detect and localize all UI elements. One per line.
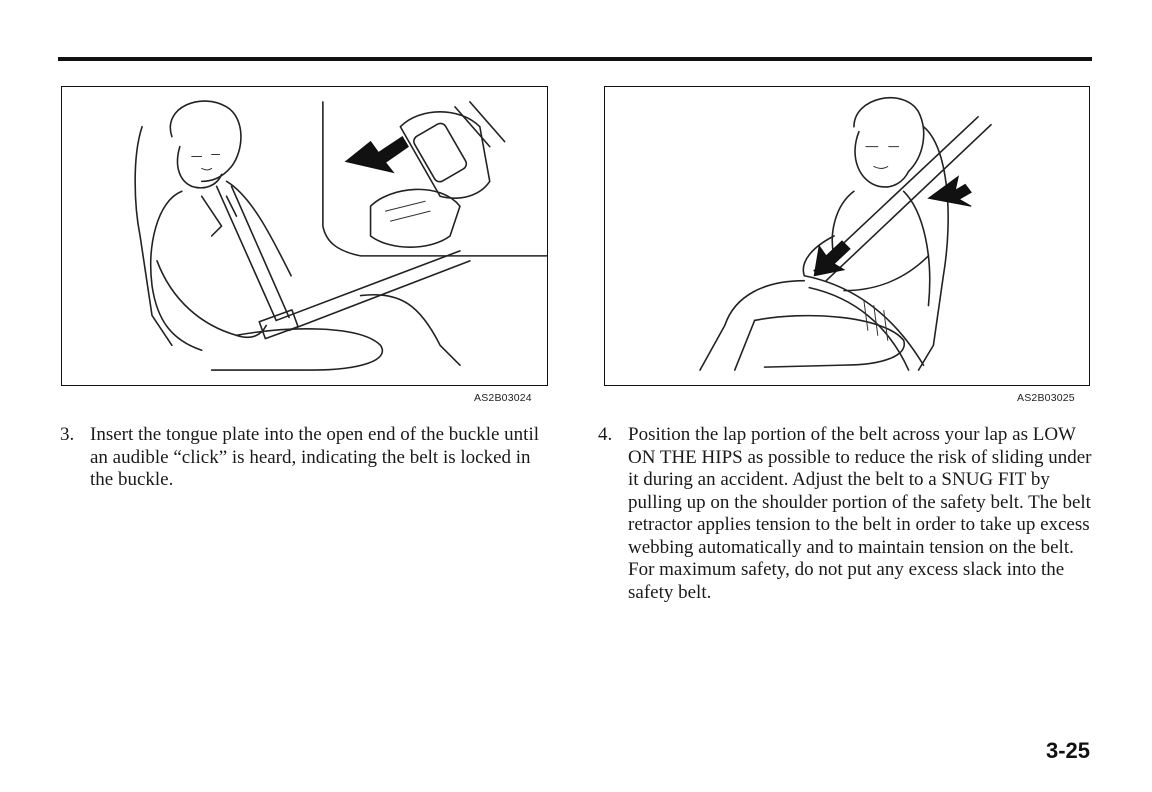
step-text: Insert the tongue plate into the open end of the buckle until an audible “click” is heard, indicating the belt is locked in the buckle. [90, 424, 540, 490]
step-number: 4. [598, 424, 613, 445]
pull-up-arrow-icon [928, 176, 971, 206]
step-3 [60, 424, 540, 492]
figure-position-lap-belt [604, 86, 1090, 386]
buckle-detail-inset [62, 87, 547, 385]
top-rule [58, 57, 1092, 61]
step-4 [598, 424, 1098, 604]
step-number: 3. [60, 424, 75, 445]
figure-insert-tongue-plate [61, 86, 548, 386]
insert-arrow-icon [346, 137, 409, 173]
page-number: 3-25 [1045, 738, 1090, 763]
figure-code: AS2B03025 [1017, 392, 1075, 404]
figure-code: AS2B03024 [474, 392, 532, 404]
belt-arrows [605, 87, 1089, 385]
step-text: Position the lap portion of the belt across your lap as LOW ON THE HIPS as possible to reduce the risk of sliding under it during an accident. Adjust the belt to a SNUG FIT by pulling up on the shoulder portion of the safety belt. The belt retractor applies tension to the belt in order to take up excess webbing automatically and to maintain tension on the belt. For maximum safety, do not put any excess slack into the safety belt. [628, 424, 1092, 603]
pull-down-arrow-icon [814, 241, 850, 276]
